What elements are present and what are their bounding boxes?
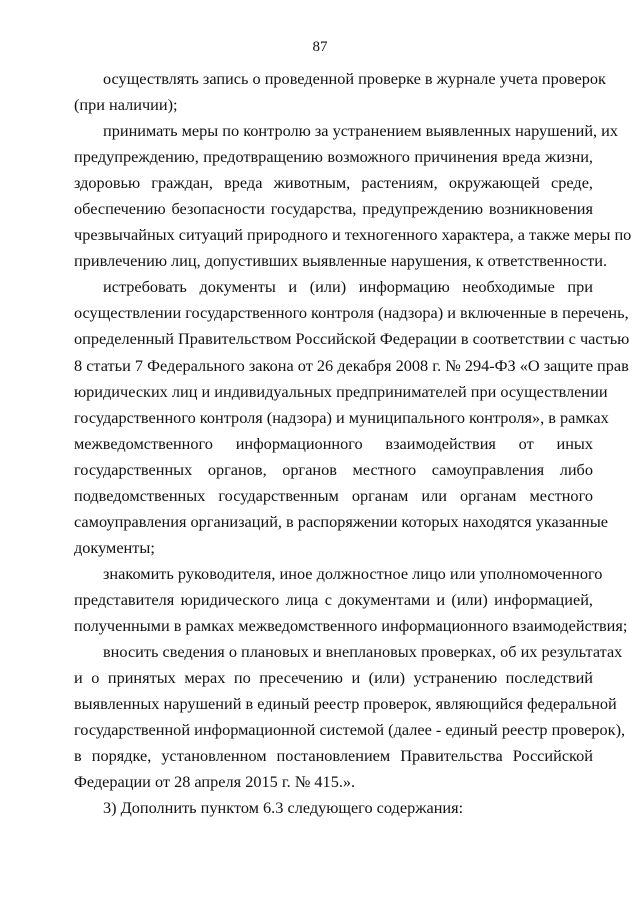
paragraph-record-inspection: [74, 66, 606, 118]
document-body: [74, 66, 632, 821]
text-line: межведомственного информационного взаимодействия от иных: [74, 433, 593, 453]
text-line: документы;: [74, 537, 155, 557]
text-line: чрезвычайных ситуаций природного и техногенного характера, а также меры по: [74, 225, 632, 245]
text-line: вносить сведения о плановых и внеплановых проверках, об их результатах: [103, 642, 623, 662]
text-line: представителя юридического лица с документами и (или) информацией,: [74, 589, 593, 609]
page-number: 87: [312, 39, 328, 55]
text-line: государственного контроля (надзора) и муниципального контроля», в рамках: [74, 407, 609, 427]
text-line: осуществлять запись о проведенной проверке в журнале учета проверок: [103, 69, 606, 88]
text-line: в порядке, установленном постановлением Правительства Российской: [74, 746, 593, 766]
text-line: (при наличии);: [74, 95, 178, 115]
text-line: государственных органов, органов местного самоуправления либо: [74, 459, 593, 479]
text-line: здоровью граждан, вреда животным, растениям, окружающей среде,: [74, 173, 593, 193]
text-line: и о принятых мерах по пресечению и (или) устранению последствий: [74, 668, 593, 688]
text-line: подведомственных государственным органам или органам местного: [74, 485, 593, 505]
text-line: Федерации от 28 апреля 2015 г. № 415.».: [74, 772, 356, 792]
paragraph-take-measures: [74, 118, 632, 274]
paragraph-request-documents: [74, 274, 630, 561]
text-line: 3) Дополнить пунктом 6.3 следующего содержания:: [103, 798, 464, 818]
paragraph-add-clause: [74, 795, 593, 821]
text-line: 8 статьи 7 Федерального закона от 26 декабря 2008 г. № 294-ФЗ «О защите прав: [74, 355, 629, 375]
text-line: определенный Правительством Российской Федерации в соответствии с частью: [74, 329, 630, 349]
text-line: обеспечению безопасности государства, предупреждению возникновения: [74, 199, 593, 219]
text-line: полученными в рамках межведомственного информационного взаимодействия;: [74, 615, 628, 635]
text-line: самоуправления организаций, в распоряжении которых находятся указанные: [74, 511, 608, 531]
paragraph-enter-registry: [74, 639, 626, 795]
text-line: осуществлении государственного контроля (надзора) и включенные в перечень,: [74, 303, 629, 323]
text-line: государственной информационной системой (далее - единый реестр проверок),: [74, 720, 626, 740]
text-line: знакомить руководителя, иное должностное лицо или уполномоченного: [103, 563, 603, 583]
text-line: привлечению лиц, допустивших выявленные нарушения, к ответственности.: [74, 251, 608, 271]
text-line: юридических лиц и индивидуальных предпринимателей при осуществлении: [74, 381, 608, 401]
text-line: истребовать документы и (или) информацию необходимые при: [103, 277, 593, 297]
paragraph-familiarize: [74, 561, 628, 639]
text-line: выявленных нарушений в единый реестр проверок, являющийся федеральной: [74, 694, 617, 714]
text-line: предупреждению, предотвращению возможного причинения вреда жизни,: [74, 147, 593, 167]
text-line: принимать меры по контролю за устранением выявленных нарушений, их: [103, 121, 619, 141]
